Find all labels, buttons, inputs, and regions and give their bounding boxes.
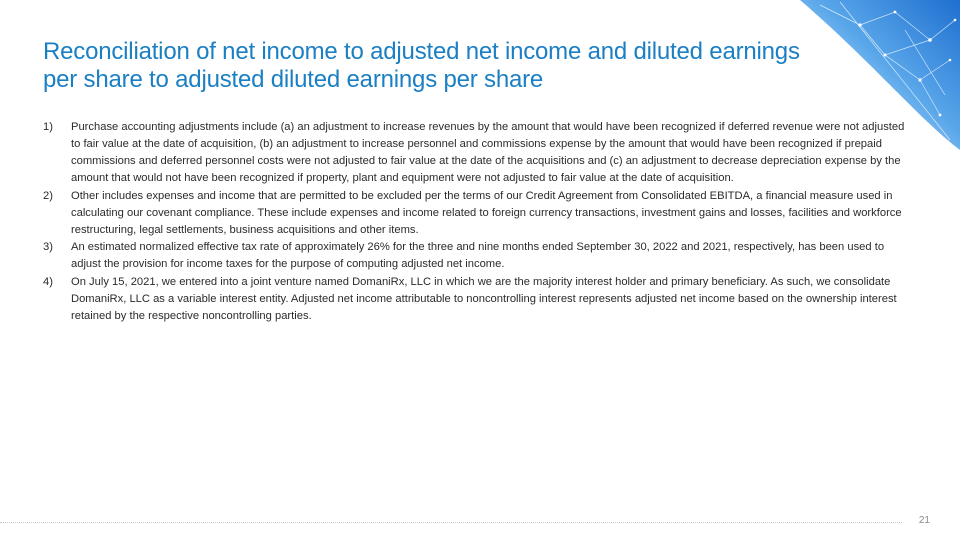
footnote-2 [43, 188, 909, 239]
footnote-text: An estimated normalized effective tax rate of approximately 26% for the three and nine months ended September 30, 2022 and 2021, respectively, has been used to adjust the provision for income taxes for the purpose of computing adjusted net income. [71, 241, 885, 270]
footnote-number: 3) [43, 241, 53, 253]
footnote-number: 4) [43, 275, 53, 288]
footnote-text: Purchase accounting adjustments include (a) an adjustment to increase revenues by the amount that would have been recognized if deferred revenue were not adjusted to fair value at the date of acquisition, (b) an adjustment to increase personnel and commissions expense by the amount that would have been recognized if prepaid commissions and deferred personnel costs were not adjusted to fair value at the date of the acquisitions and (c) an adjustment to decrease depreciation expense by the amount that would not have been recognized if property, plant and equipment were not adjusted to fair value at the date of acquisition. [71, 121, 905, 184]
footer-divider [0, 522, 902, 523]
footnote-number: 1) [43, 121, 53, 133]
slide-title: Reconciliation of net income to adjusted net income and diluted earnings per share to adjusted diluted earnings per share [43, 38, 800, 93]
footnote-text: Other includes expenses and income that are permitted to be excluded per the terms of our Credit Agreement from Consolidated EBITDA, a financial measure used in calculating our covenant compliance. These include expenses and income related to foreign currency transactions, investment gains and losses, facilities and workforce restructuring, legal settlements, business acquisitions and other items. [71, 189, 902, 236]
footnote-4 [43, 274, 909, 325]
footnote-text: On July 15, 2021, we entered into a joint venture named DomaniRx, LLC in which we are the majority interest holder and primary beneficiary. As such, we consolidate DomaniRx, LLC as a variable interest entity. Adjusted net income attributable to noncontrolling interest represents adjusted net income based on the ownership interest retained by the respective noncontrolling parties. [71, 275, 897, 322]
footnote-3 [43, 239, 909, 273]
page-number: 21 [918, 515, 930, 526]
footnote-1 [43, 119, 909, 187]
footnotes-list [43, 119, 909, 325]
footnote-number: 2) [43, 189, 53, 202]
